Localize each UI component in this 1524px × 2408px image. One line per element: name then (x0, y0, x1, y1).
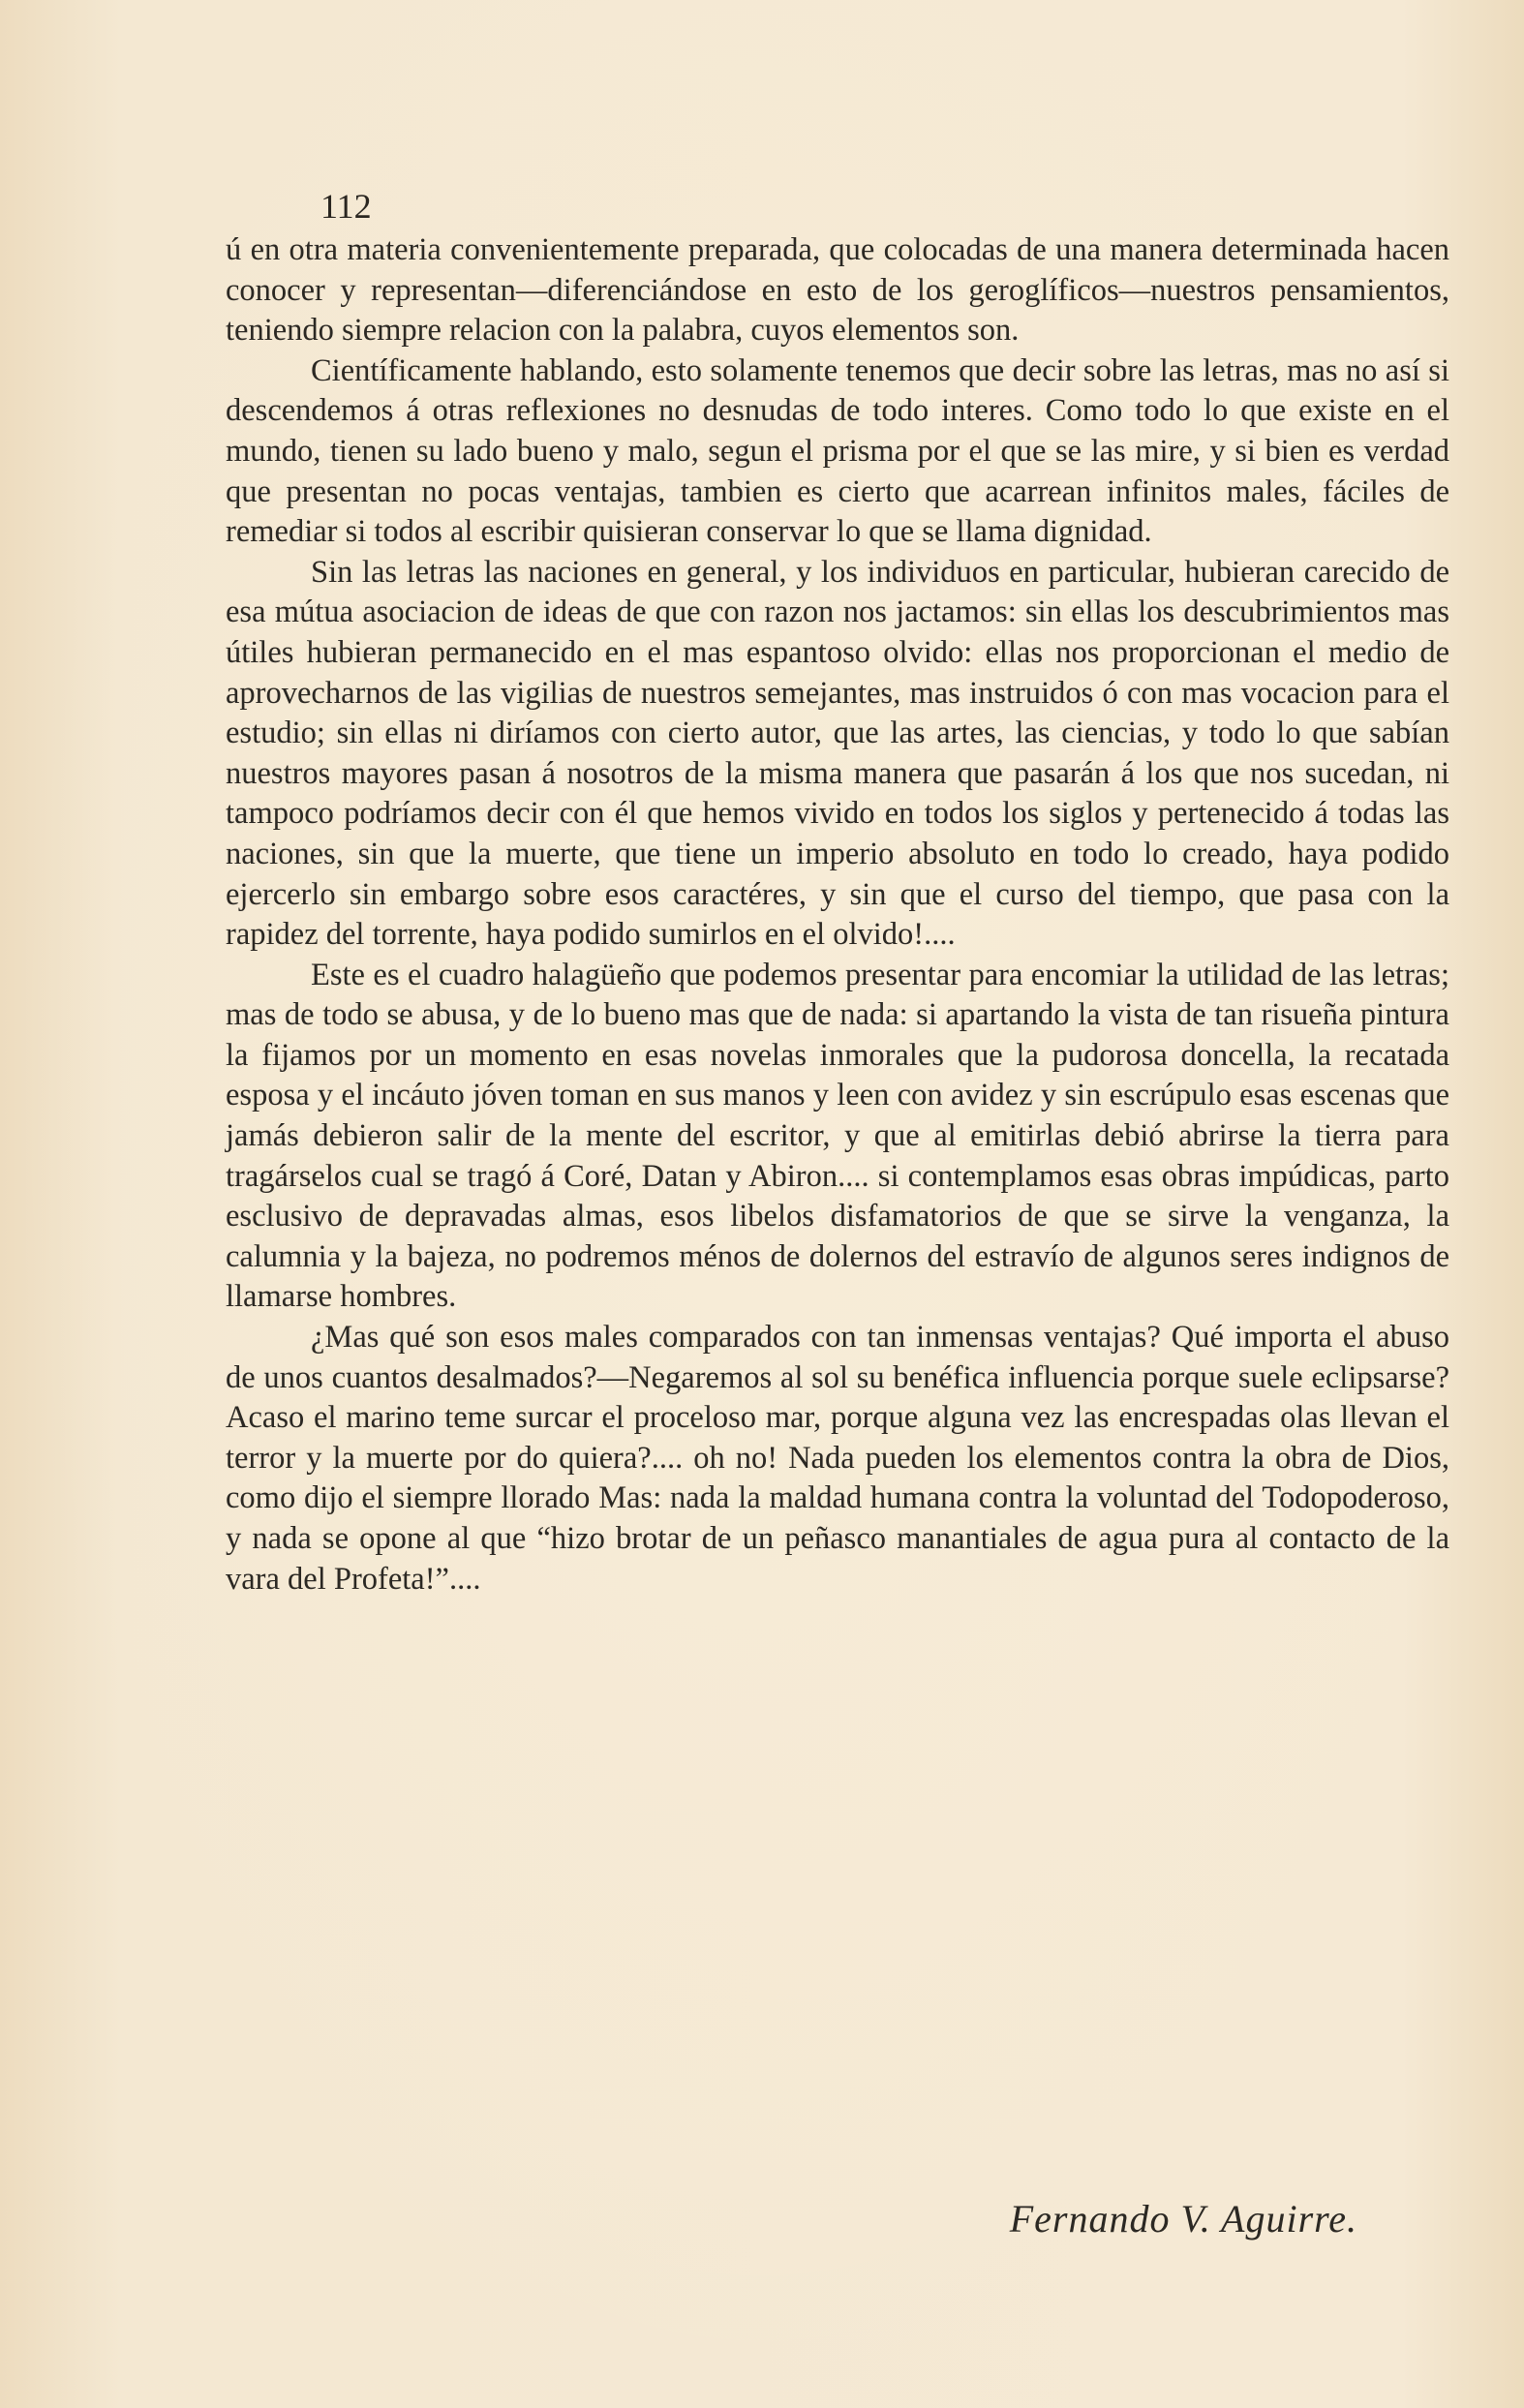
paragraph: ú en otra materia convenientemente preparada, que colocadas de una manera determinada hacen conocer y representan—diferenciándose en esto de los geroglíficos—nuestros pensamientos, teniendo siempre relacion con la palabra, cuyos elementos son. (226, 232, 1449, 349)
paragraph: Sin las letras las naciones en general, y los individuos en particular, hubieran carecido de esa mútua asociacion de ideas de que con razon nos jactamos: sin ellas los descubrimientos mas útiles hubieran permanecido en el mas espantoso olvido: ellas nos proporcionan el medio de aprovecharnos de las vigilias de nuestros semejantes, mas instruidos ó con mas vocacion para el estudio; sin ellas ni diríamos con cierto autor, que las artes, las ciencias, y todo lo que sabían nuestros mayores pasan á nosotros de la misma manera que pasarán á los que nos sucedan, ni tampoco podríamos decir con él que hemos vivido en todos los siglos y pertenecido á todas las naciones, sin que la muerte, que tiene un imperio absoluto en todo lo creado, haya podido ejercerlo sin embargo sobre esos caractéres, y sin que el curso del tiempo, que pasa con la rapidez del torrente, haya podido sumirlos en el olvido!.... (226, 554, 1449, 953)
paragraph: Científicamente hablando, esto solamente tenemos que decir sobre las letras, mas no así si descendemos á otras reflexiones no desnudas de todo interes. Como todo lo que existe en el mundo, tienen su lado bueno y malo, segun el prisma por el que se las mire, y si bien es verdad que presentan no pocas ventajas, tambien es cierto que acarrean infinitos males, fáciles de remediar si todos al escribir quisieran conservar lo que se llama dignidad. (226, 352, 1449, 550)
paragraph: ¿Mas qué son esos males comparados con tan inmensas ventajas? Qué importa el abuso de unos cuantos desalmados?—Negaremos al sol su benéfica influencia porque suele eclipsarse? Acaso el marino teme surcar el proceloso mar, porque alguna vez las encrespadas olas llevan el terror y la muerte por do quiera?.... oh no! Nada pueden los elementos contra la obra de Dios, como dijo el siempre llorado Mas: nada la maldad humana contra la voluntad del Todopoderoso, y nada se opone al que “hizo brotar de un peñasco manantiales de agua pura al contacto de la vara del Profeta!”.... (226, 1320, 1449, 1597)
author-signature: Fernando V. Aguirre. (1009, 2197, 1357, 2240)
page-number: 112 (320, 187, 372, 226)
paragraph: Este es el cuadro halagüeño que podemos presentar para encomiar la utilidad de las letras; mas de todo se abusa, y de lo bueno mas que de nada: si apartando la vista de tan risueña pintura la fijamos por un momento en esas novelas inmorales que la pudorosa doncella, la recatada esposa y el incáuto jóven toman en sus manos y leen con avidez y sin escrúpulo esas escenas que jamás debieron salir de la mente del escritor, y que al emitirlas debió abrirse la tierra para tragárselos cual se tragó á Coré, Datan y Abiron.... si contemplamos esas obras impúdicas, parto esclusivo de depravadas almas, esos libelos disfamatorios de que se sirve la venganza, la calumnia y la bajeza, no podremos ménos de dolernos del estravío de algunos seres indignos de llamarse hombres. (226, 957, 1449, 1315)
body-text (226, 230, 1449, 1600)
